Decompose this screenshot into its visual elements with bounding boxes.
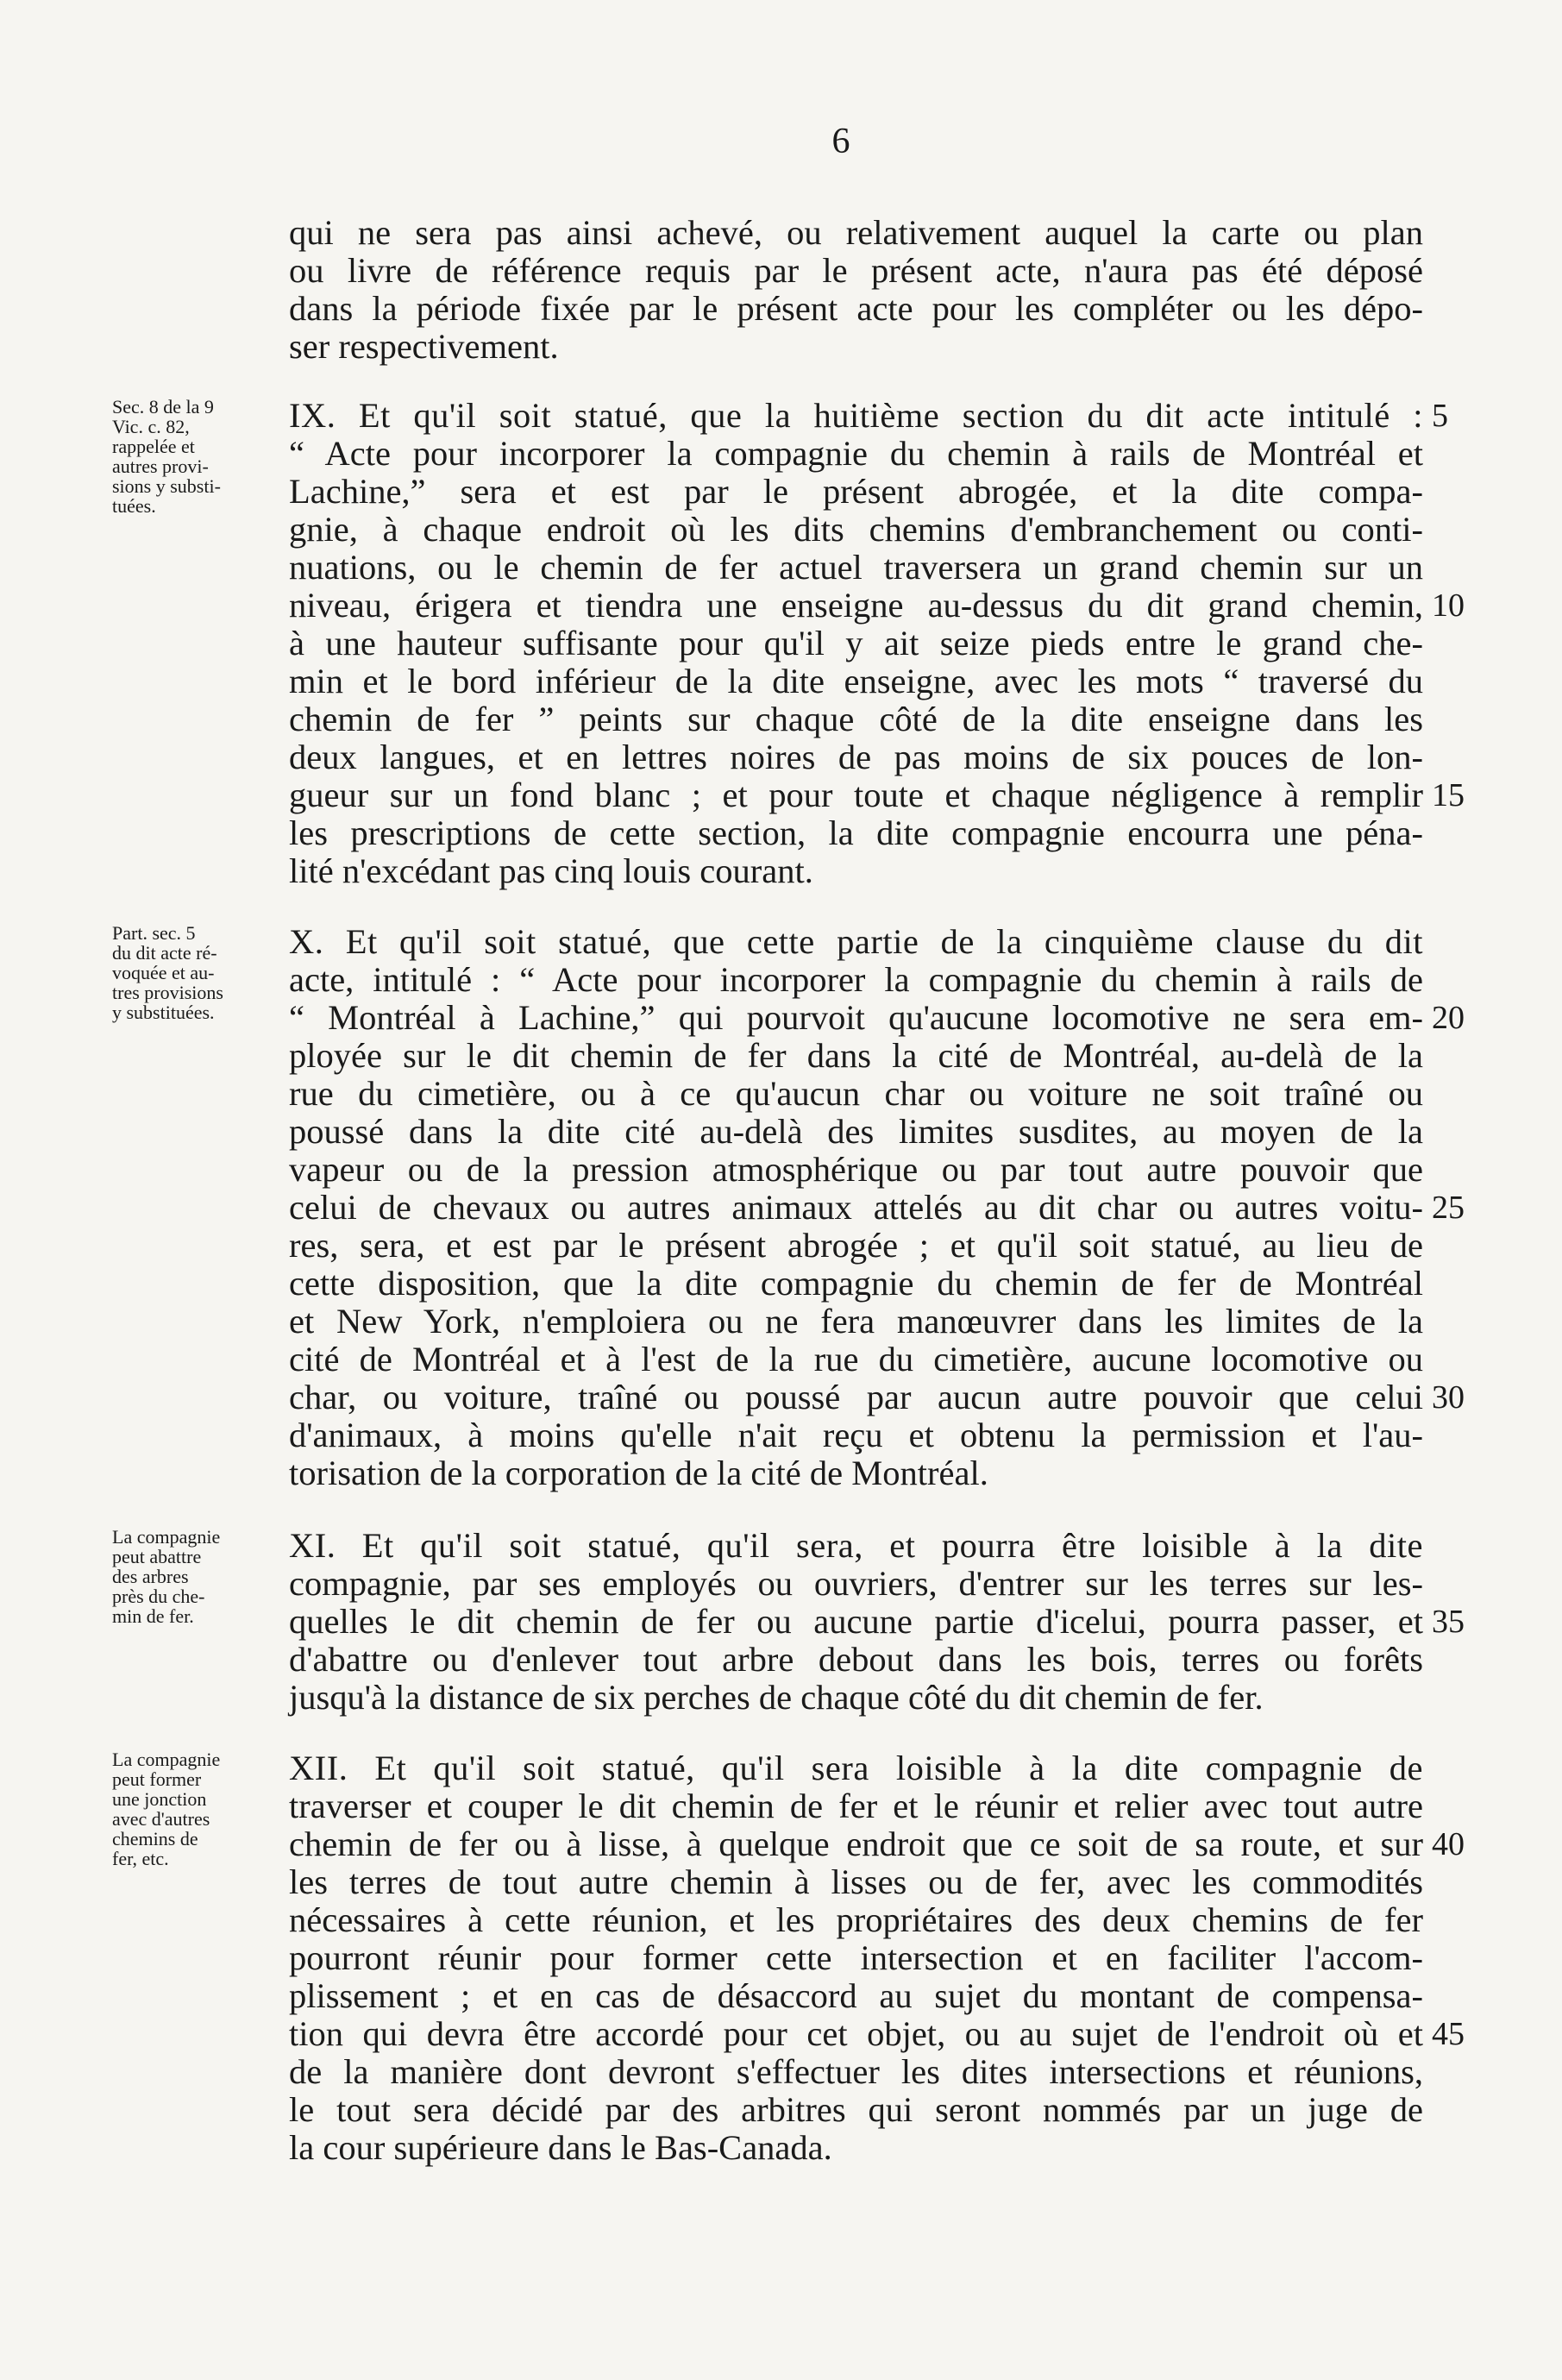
text-line: pourront réunir pour former cette intersection et en faciliter l'accom- (289, 1938, 1423, 1977)
text-line: rue du cimetière, ou à ce qu'aucun char ou voiture ne soit traîné ou (289, 1074, 1423, 1113)
text-line: acte, intitulé : “ Acte pour incorporer la compagnie du chemin à rails de (289, 960, 1423, 999)
text-line: tion qui devra être accordé pour cet objet, ou au sujet de l'endroit où et (289, 2014, 1423, 2053)
text-line: la cour supérieure dans le Bas-Canada. (289, 2128, 832, 2167)
text-line: IX. Et qu'il soit statué, que la huitième section du dit acte intitulé : (289, 396, 1423, 435)
text-line: ployée sur le dit chemin de fer dans la cité de Montréal, au-delà de la (289, 1036, 1423, 1075)
text-line: XII. Et qu'il soit statué, qu'il sera loisible à la dite compagnie de (289, 1749, 1423, 1787)
text-line: d'animaux, à moins qu'elle n'ait reçu et obtenu la permission et l'au- (289, 1416, 1423, 1454)
text-line: gnie, à chaque endroit où les dits chemins d'embranchement ou conti- (289, 510, 1423, 549)
text-line: XI. Et qu'il soit statué, qu'il sera, et pourra être loisible à la dite (289, 1526, 1423, 1565)
line-number: 15 (1432, 777, 1465, 813)
text-line: gueur sur un fond blanc ; et pour toute et chaque négligence à remplir (289, 776, 1423, 814)
text-line: celui de chevaux ou autres animaux attelés au dit char ou autres voitu- (289, 1188, 1423, 1227)
text-line: vapeur ou de la pression atmosphérique ou par tout autre pouvoir que (289, 1150, 1423, 1189)
text-line: qui ne sera pas ainsi achevé, ou relativement auquel la carte ou plan (289, 213, 1423, 252)
margin-note-section-xii: La compagnie peut former une jonction avec d'autres chemins de fer, etc. (112, 1749, 221, 1869)
page-number: 6 (831, 122, 850, 161)
text-line: lité n'excédant pas cinq louis courant. (289, 851, 813, 890)
text-line: ser respectivement. (289, 327, 559, 366)
text-line: chemin de fer ” peints sur chaque côté de la dite enseigne dans les (289, 700, 1423, 738)
text-line: nécessaires à cette réunion, et les propriétaires des deux chemins de fer (289, 1900, 1423, 1939)
line-number: 10 (1432, 587, 1465, 624)
text-line: d'abattre ou d'enlever tout arbre debout dans les bois, terres ou forêts (289, 1640, 1423, 1679)
text-line: X. Et qu'il soit statué, que cette partie de la cinquième clause du dit (289, 922, 1423, 961)
text-line: et New York, n'emploiera ou ne fera manœuvrer dans les limites de la (289, 1302, 1423, 1341)
line-number: 45 (1432, 2016, 1465, 2052)
text-line: deux langues, et en lettres noires de pas moins de six pouces de lon- (289, 738, 1423, 776)
text-line: le tout sera décidé par des arbitres qui seront nommés par un juge de (289, 2090, 1423, 2129)
text-line: Lachine,” sera et est par le présent abrogée, et la dite compa- (289, 472, 1423, 511)
text-line: traverser et couper le dit chemin de fer et le réunir et relier avec tout autre (289, 1787, 1423, 1825)
margin-note-section-x: Part. sec. 5 du dit acte ré- voquée et au- tres provisions y substituées. (112, 922, 223, 1023)
text-line: les terres de tout autre chemin à lisses ou de fer, avec les commodités (289, 1862, 1423, 1901)
line-number: 35 (1432, 1604, 1465, 1640)
text-line: à une hauteur suffisante pour qu'il y ait seize pieds entre le grand che- (289, 624, 1423, 663)
text-line: chemin de fer ou à lisse, à quelque endroit que ce soit de sa route, et sur (289, 1824, 1423, 1863)
text-line: plissement ; et en cas de désaccord au sujet du montant de compensa- (289, 1976, 1423, 2015)
text-line: les prescriptions de cette section, la dite compagnie encourra une péna- (289, 813, 1423, 852)
text-line: cette disposition, que la dite compagnie du chemin de fer de Montréal (289, 1264, 1423, 1303)
text-line: dans la période fixée par le présent acte pour les compléter ou les dépo- (289, 289, 1423, 328)
text-line: torisation de la corporation de la cité de Montréal. (289, 1454, 988, 1492)
text-line: jusqu'à la distance de six perches de chaque côté du dit chemin de fer. (289, 1678, 1264, 1717)
text-line: cité de Montréal et à l'est de la rue du cimetière, aucune locomotive ou (289, 1340, 1423, 1378)
text-line: res, sera, et est par le présent abrogée ; et qu'il soit statué, au lieu de (289, 1226, 1423, 1265)
text-line: min et le bord inférieur de la dite enseigne, avec les mots “ traversé du (289, 662, 1423, 700)
text-line: niveau, érigera et tiendra une enseigne au-dessus du dit grand chemin, (289, 586, 1423, 625)
text-line: compagnie, par ses employés ou ouvriers, d'entrer sur les terres sur les- (289, 1564, 1423, 1603)
text-line: ou livre de référence requis par le présent acte, n'aura pas été déposé (289, 251, 1423, 290)
line-number: 20 (1432, 1000, 1465, 1036)
margin-note-section-ix: Sec. 8 de la 9 Vic. c. 82, rappelée et autres provi- sions y substi- tuées. (112, 396, 221, 517)
line-number: 30 (1432, 1379, 1465, 1416)
text-line: quelles le dit chemin de fer ou aucune partie d'icelui, pourra passer, et (289, 1602, 1423, 1641)
text-line: “ Montréal à Lachine,” qui pourvoit qu'aucune locomotive ne sera em- (289, 998, 1423, 1037)
text-line: char, ou voiture, traîné ou poussé par aucun autre pouvoir que celui (289, 1378, 1423, 1416)
text-line: poussé dans la dite cité au-delà des limites susdites, au moyen de la (289, 1112, 1423, 1151)
text-line: “ Acte pour incorporer la compagnie du chemin à rails de Montréal et (289, 434, 1423, 473)
line-number: 40 (1432, 1826, 1465, 1862)
line-number: 5 (1432, 398, 1448, 434)
text-line: de la manière dont devront s'effectuer les dites intersections et réunions, (289, 2052, 1423, 2091)
margin-note-section-xi: La compagnie peut abattre des arbres près du che- min de fer. (112, 1526, 221, 1627)
text-line: nuations, ou le chemin de fer actuel traversera un grand chemin sur un (289, 548, 1423, 587)
line-number: 25 (1432, 1190, 1465, 1226)
